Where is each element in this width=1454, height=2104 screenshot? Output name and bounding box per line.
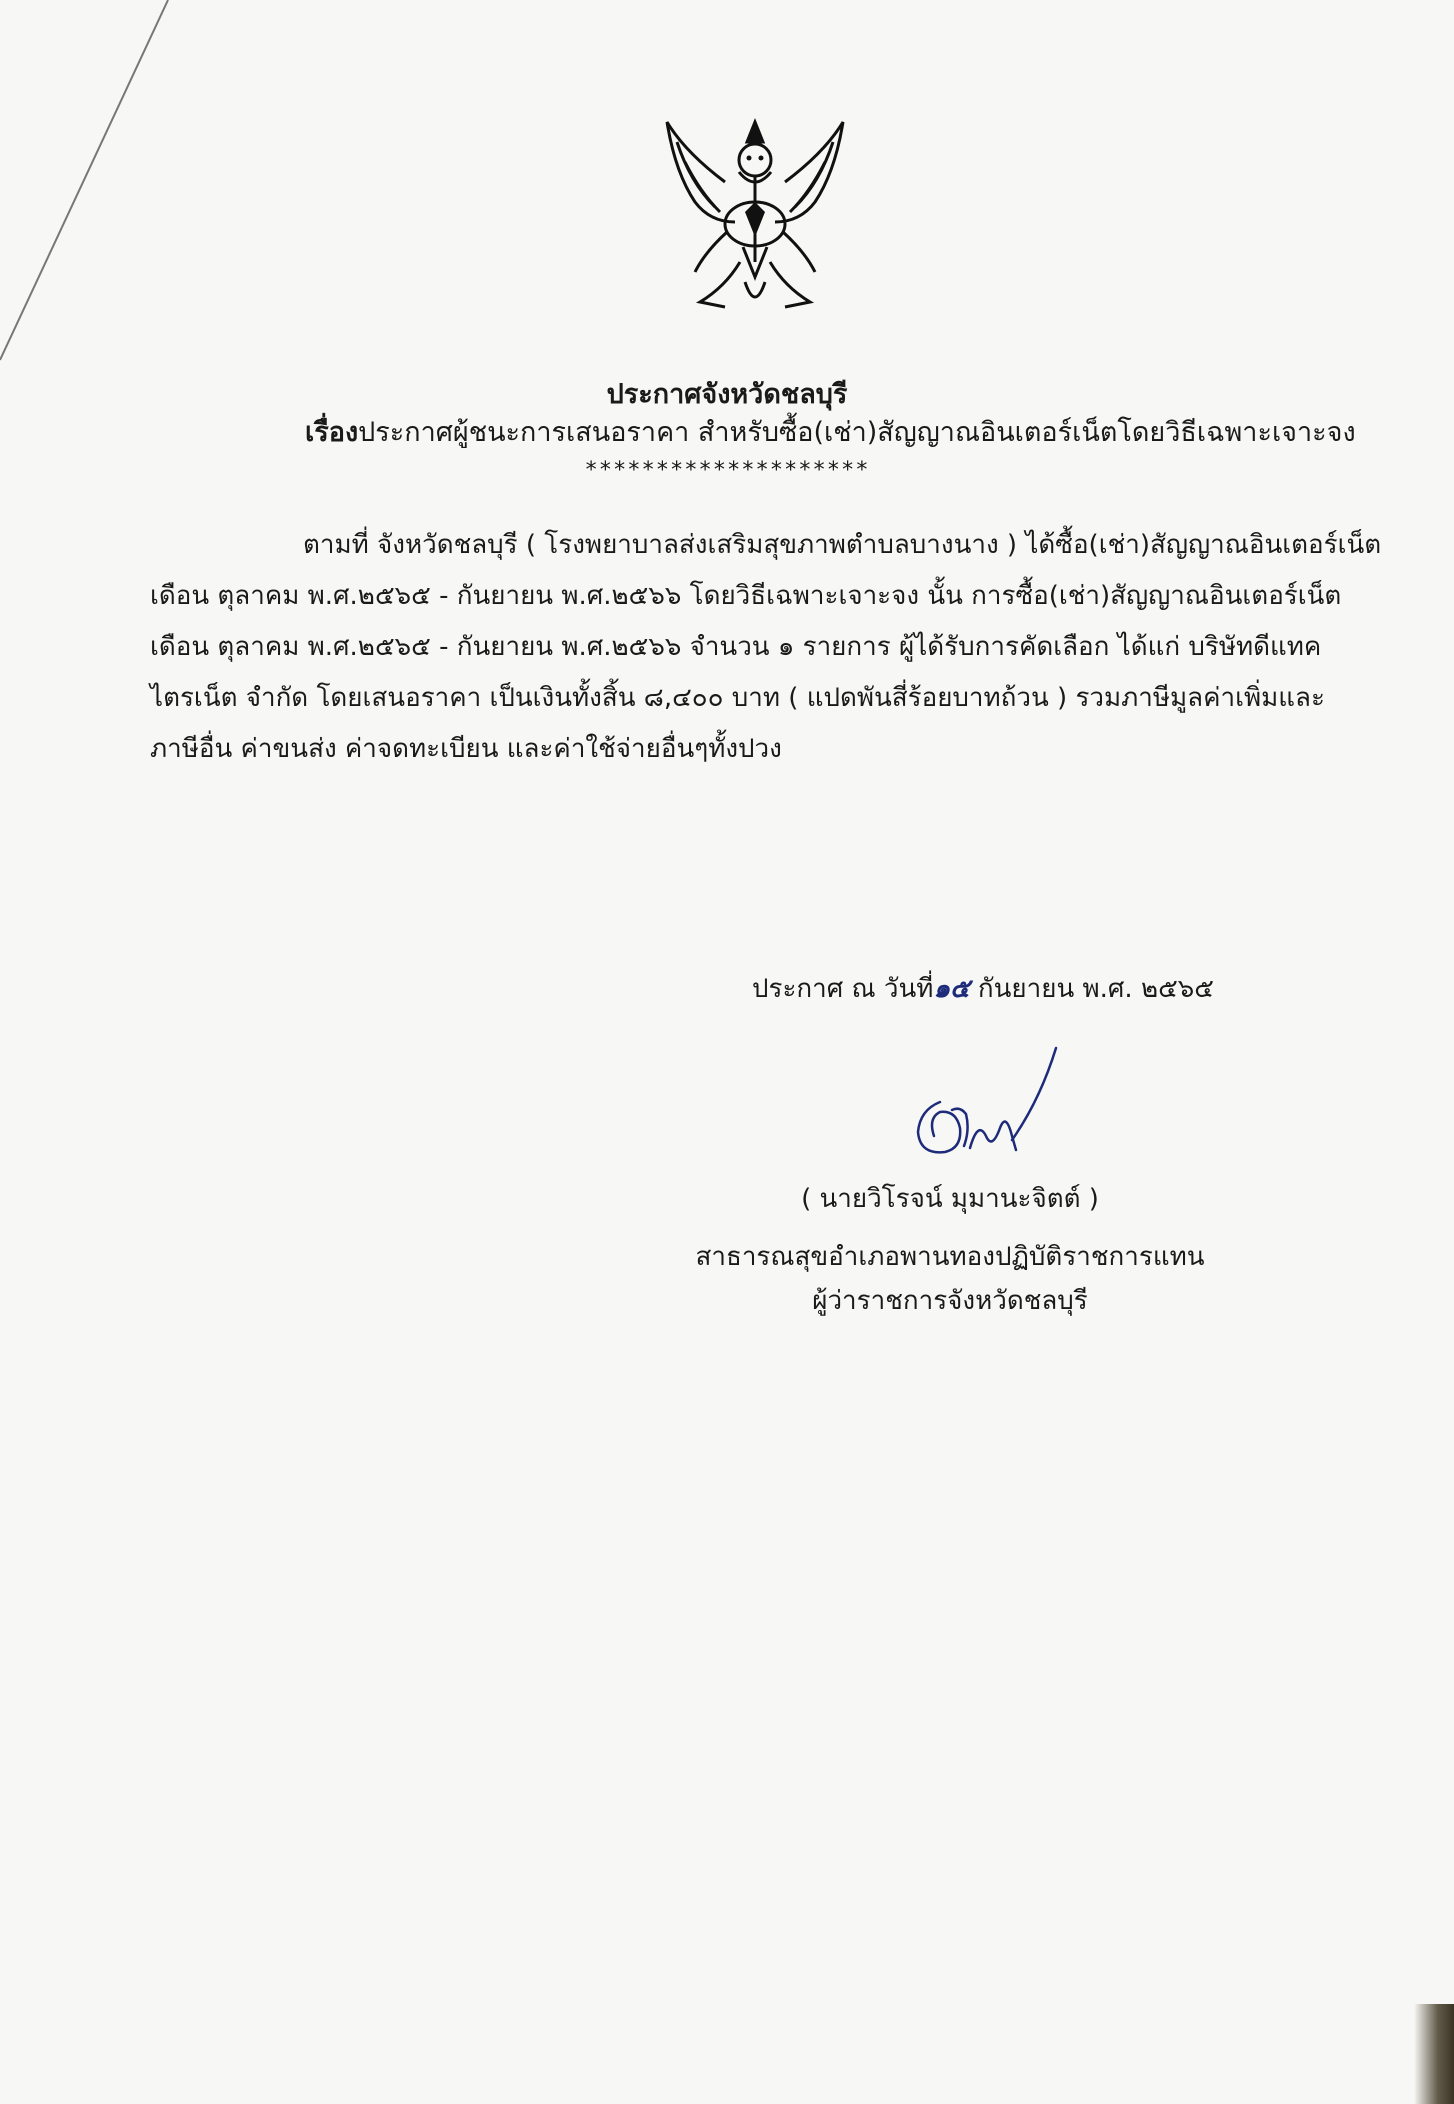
date-suffix: กันยายน พ.ศ. ๒๕๖๕ (969, 974, 1214, 1004)
body-line: ไตรเน็ต จำกัด โดยเสนอราคา เป็นเงินทั้งสิ้น ๘,๔๐๐ บาท ( แปดพันสี่ร้อยบาทถ้วน ) รวมภาษีมูลค่าเพิ่มและ (150, 683, 1325, 713)
separator-stars: ******************** (584, 458, 870, 483)
scan-corner-shadow (1414, 2004, 1454, 2104)
body-paragraph (150, 520, 1382, 775)
signatory-position: สาธารณสุขอำเภอพานทองปฏิบัติราชการแทน (695, 1242, 1205, 1272)
signatory-name: ( นายวิโรจน์ มุมานะจิตต์ ) (801, 1184, 1099, 1214)
garuda-emblem (655, 112, 855, 322)
date-prefix: ประกาศ ณ วันที่ (752, 974, 934, 1004)
body-line: ตามที่ จังหวัดชลบุรี ( โรงพยาบาลส่งเสริมสุขภาพตำบลบางนาง ) ได้ซื้อ(เช่า)สัญญาณอินเตอร์เน็ต (303, 530, 1382, 560)
body-line: เดือน ตุลาคม พ.ศ.๒๕๖๕ - กันยายน พ.ศ.๒๕๖๖ โดยวิธีเฉพาะเจาะจง นั้น การซื้อ(เช่า)สัญญาณอินเตอร์เน็ต (150, 581, 1342, 611)
date-day-handwritten: ๑๕ (933, 974, 970, 1004)
body-line: ภาษีอื่น ค่าขนส่ง ค่าจดทะเบียน และค่าใช้จ่ายอื่นๆทั้งปวง (150, 734, 782, 764)
subject-line (305, 410, 1356, 453)
handwritten-signature (900, 1040, 1070, 1170)
paper-edge-line (0, 0, 200, 380)
announcement-date (752, 968, 1214, 1009)
body-line: เดือน ตุลาคม พ.ศ.๒๕๖๕ - กันยายน พ.ศ.๒๕๖๖ จำนวน ๑ รายการ ผู้ได้รับการคัดเลือก ได้แก่ บริษัทดีแทค (150, 632, 1322, 662)
subject-text: ประกาศผู้ชนะการเสนอราคา สำหรับซื้อ(เช่า)สัญญาณอินเตอร์เน็ตโดยวิธีเฉพาะเจาะจง (358, 417, 1356, 448)
announcement-title: ประกาศจังหวัดชลบุรี (606, 379, 848, 410)
subject-label: เรื่อง (305, 417, 359, 448)
signatory-position-governor: ผู้ว่าราชการจังหวัดชลบุรี (812, 1286, 1088, 1316)
